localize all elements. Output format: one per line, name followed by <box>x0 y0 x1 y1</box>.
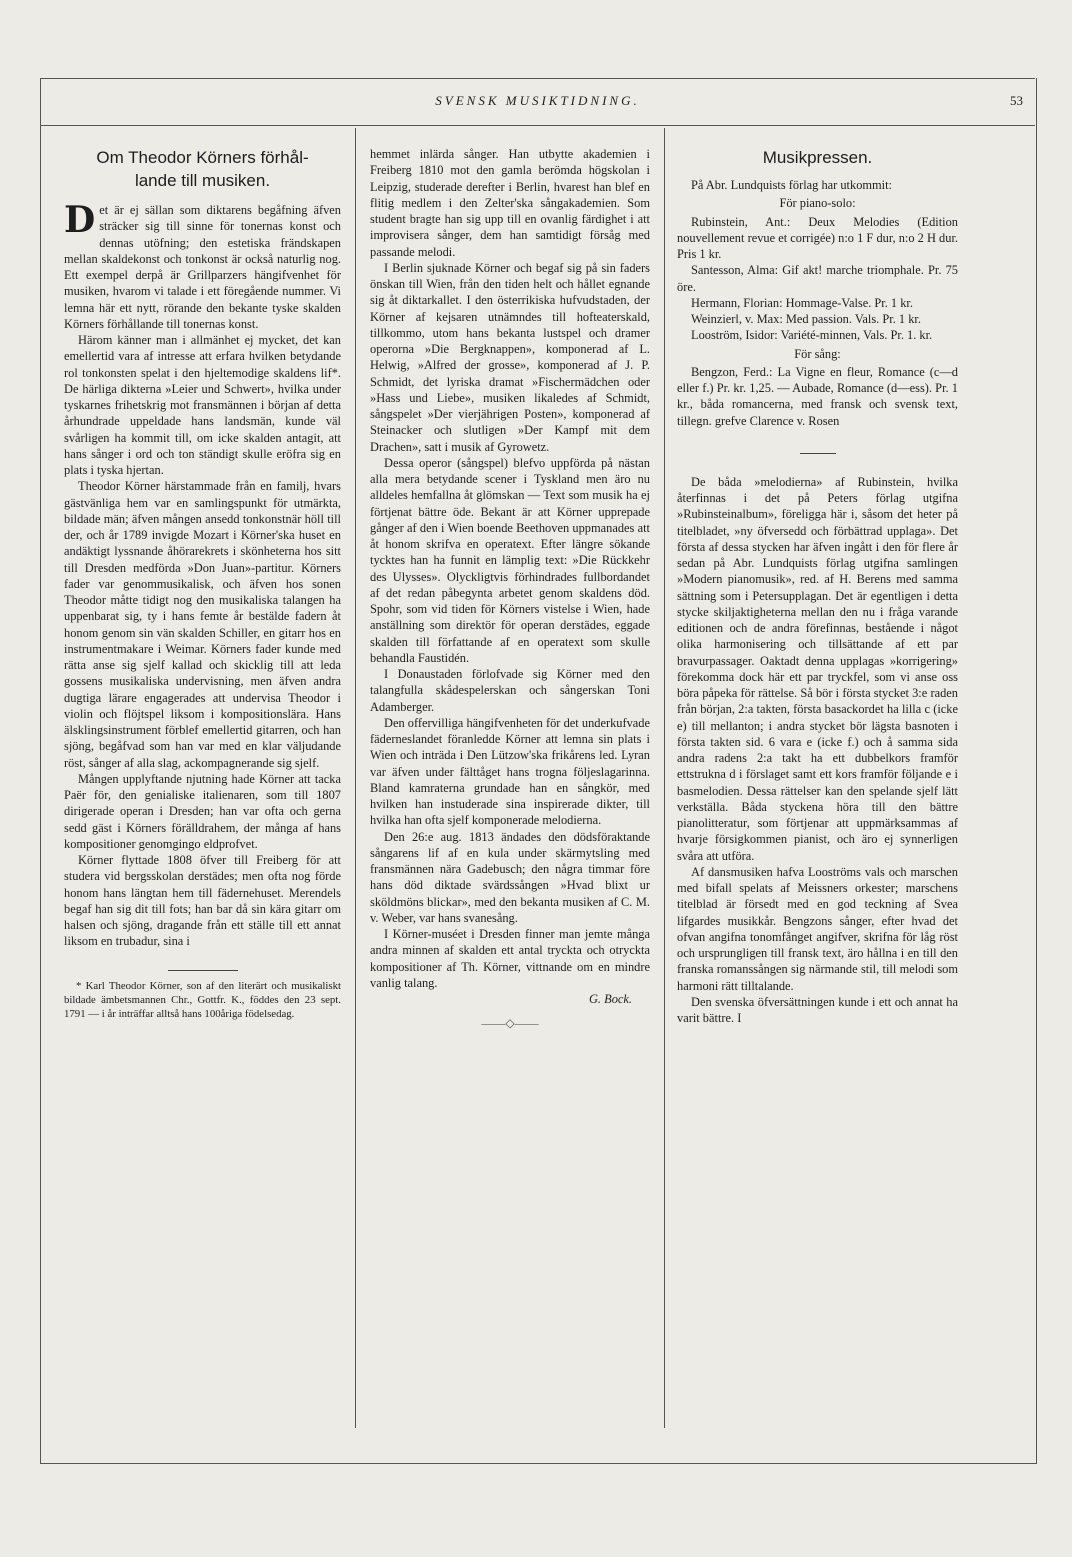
section-separator <box>800 453 836 454</box>
running-title: SVENSK MUSIKTIDNING. <box>435 93 640 108</box>
review-paragraph-2: Af dansmusiken hafva Looströms vals och marschen med bifall spelats af Meissners orkester; marschens titelblad är försedt med en god teckning af Svea lifgardes musikkår. Bengzons sånger, efter hvad det ofvan angifna tonomfånget angifver, skrifna för låg röst och ursprungligen till fransk text, äro hållna i en till den franska romanssången sig närmande stil, till melodi som harmoni rätt tilltalande. <box>677 864 958 993</box>
running-header <box>40 78 1035 126</box>
column-3 <box>677 146 958 1436</box>
song-heading: För sång: <box>794 346 841 361</box>
piano-heading: För piano-solo: <box>779 196 856 211</box>
column-rule-right <box>664 128 665 1428</box>
piano-item-1: Rubinstein, Ant.: Deux Melodies (Edition nouvellement revue et corrigée) n:o 1 F dur, n:o 2 H dur. Pris 1 kr. <box>677 214 958 261</box>
article-continued-4: I Donaustaden förlofvade sig Körner med den talangfulla skådespelerskan och sångerskan Toni Adamberger. <box>370 667 650 714</box>
dropcap-letter: D <box>64 199 96 241</box>
section-title-musikpressen: Musikpressen. <box>762 148 873 167</box>
song-item-1: Bengzon, Ferd.: La Vigne en fleur, Romance (c—d eller f.) Pr. kr. 1,25. — Aubade, Romance (d—ess). Pr. 1 kr., båda romancerna, med fransk och svensk text, tillegn. grefve Clarence v. Rosen <box>677 364 958 428</box>
article-signature: G. Bock. <box>588 992 632 1006</box>
column-2 <box>370 146 650 1436</box>
article-continued-5: Den offervilliga hängifvenheten för det underkufvade fäderneslandet föranledde Körner att lemna sin plats i Wien och inträda i Den Lützow'ska frikårens led. Lyran var äfven under fälttåget hans trogna följeslagarinna. Bland kamraterna grundade han en sångkör, med hvilken han instuderade sina inspirerade dikter, till hvilka han ofta sjelf komponerade melodierna. <box>370 715 650 828</box>
piano-item-2: Santesson, Alma: Gif akt! marche triomphale. Pr. 75 öre. <box>677 263 958 294</box>
article-paragraph-3: Theodor Körner härstammade från en familj, hvars gästvänliga hem var en samlingspunkt för utmärkta, bildade män; äfven mången ansedd tonkonstnär höll till der, och år 1789 invigde Mozart i Körner'ska huset en andäktigt lyssnande åhörarekrets i skönheterna hos sitt till Dresden medförda »Don Juan»-partitur. Körners fader var genommusikalisk, och äfven hos sonen Theodor måtte tidigt nog den musikaliska talangen ha uppenbarat sig, ty i hans femte år bestälde fadern åt honom genom sin vän skalden Schiller, en gitarr hos en instrumentmakare i Weimar. Körners fader kunde med rätta anse sig sjelf kallad och skicklig till att leda gossens musikaliska undervisning, men äfven andra dugtiga lärare engagerades att undervisa Theodor i violin och flöjtspel liksom i kompositionslära. Hans älsklingsinstrument förblef emellertid gitarren, och han sjöng, begåfvad som han var med en klar väljudande röst, sånger af alla slag, ackompagnerande sig sjelf. <box>64 479 341 770</box>
article-continued-7: I Körner-muséet i Dresden finner man jemte många andra minnen af skalden ett antal tryckta och otryckta kompositioner af Th. Körner, vittnande om en mindre vanlig talang. <box>370 927 650 990</box>
article-continued-6: Den 26:e aug. 1813 ändades den dödsföraktande sångarens lif af en kula under skärmytsling med fransmännen nära Gadebusch; den några timmar före hans död diktade svärdssången »Hvad blixt ur sköldmöns blickar», med den bekanta musiken af C. M. v. Weber, var hans svanesång. <box>370 829 650 925</box>
piano-item-5: Looström, Isidor: Variété-minnen, Vals. Pr. 1. kr. <box>691 328 933 343</box>
article-title-line-1: Om Theodor Körners förhål- <box>96 148 309 167</box>
article-title <box>64 146 341 192</box>
article-paragraph-4: Mången upplyftande njutning hade Körner att tacka Paër för, den genialiske italienaren, som till 1807 dirigerade operan i Dresden; han var ofta och gerna sedd gäst i Körners förälldrahem, der många af hans kompositioner genomgingo eldprofvet. <box>64 771 341 851</box>
end-ornament: ——◇—— <box>481 1016 539 1031</box>
footnote <box>64 979 341 1021</box>
review-paragraph-3: Den svenska öfversättningen kunde i ett och annat ha varit bättre. I <box>677 994 958 1025</box>
piano-item-3: Hermann, Florian: Hommage-Valse. Pr. 1 kr. <box>691 295 913 310</box>
musikpressen-intro: På Abr. Lundquists förlag har utkommit: <box>691 178 892 192</box>
article-continued-3: Dessa operor (sångspel) blefvo uppförda på nästan alla mera betydande scener i Tyskland men äro nu alldeles hemfallna åt glömskan — Text som musik ha ej förtjenat bättre öde. Bekant är att Körner upprepade gånger af den i Wien boende Beethoven uppmanades att åt honom skrifva en operatext. Efter längre sökande tycktes han ha funnit en lämplig text: »Die Rückkehr des Ulysses». Olyckligtvis förhindrades fullbordandet af det redan påbegynta arbetet genom skaldens död. Spohr, som vid tiden för Körners vistelse i Wien, hade anställning som direktör för operan derstädes, eggade skalden till författande af en operatext som skulle behandla Faustidén. <box>370 455 650 665</box>
article-paragraph-1: Det är ej sällan som diktarens begåfning äfven sträcker sig till sinne för tonernas konst och dennas utöfning; den estetiska frändskapen mellan skaldekonst och tonkonst är också naturlig nog. Ett exempel derpå är Grillparzers hängifvenhet för musiken, hvarom vi talade i ett föregående nummer. Vi lemna här ett nytt, rörande den bekante tyske skalden Körners förhållande till tonernas konst. <box>64 199 341 331</box>
column-rule-left <box>355 128 356 1428</box>
article-continued-1: hemmet inlärda sånger. Han utbytte akademien i Freiberg 1810 mot den gamla berömda högskolan i Leipzig, studerade derefter i Berlin, hvarest han blef en flitig medlem i den Zelter'ska sångakademien. Som student bragte han sig upp till en ovanlig färdighet i att improvisera sånger, dem han samtidigt försåg med passande melodi. <box>370 147 650 259</box>
article-paragraph-2: Härom känner man i allmänhet ej mycket, det kan emellertid vara af intresse att erfara hvilken betydande rol tonkonsten spelat i den hjeltemodige skaldens lif*. De härliga dikterna »Leier und Schwert», hvilka under tyskarnes frihetskrig mot fransmännen i början af detta århundrade uppeldade hans landsmän, kunde väl svårligen ha kommit till, om icke skalden antagit, att hans sånger i ord och ton ständigt skulle eröfra sig en plats i tyska hjertan. <box>64 333 341 477</box>
page-number: 53 <box>1010 93 1023 108</box>
article-continued-2: I Berlin sjuknade Körner och begaf sig på sin faders önskan till Wien, från den tiden helt och hållet egnande sig åt diktarkallet. I den österrikiska hufvudstaden, der Körner af kejsaren utnämndes till hofteaterskald, tillkommo, utom hans bekanta lustspel och dramer operorna »Die Bergknappen», komponerad af L. Helwig, »Alfred der grosse», komponerad af J. P. Schmidt, det lyriska dramat »Fischermädchen oder »Hass und Liebe», musiken likaledes af Schmidt, sångspelet »Der vierjährigen Posten», komponerad af Steinacker och slutligen »Der Kampf mit dem Drachen», satt i musik af Gyrowetz. <box>370 260 650 454</box>
piano-item-4: Weinzierl, v. Max: Med passion. Vals. Pr. 1 kr. <box>691 312 921 326</box>
article-paragraph-5: Körner flyttade 1808 öfver till Freiberg för att studera vid bergsskolan derstädes; men ofta nog förde honom hans längtan hem till fädernehuset. Merendels begaf han sig dit till fots; han bar då sin kära gitarr om halsen och sjöng, dragande från ett ställe till ett annat liksom en trubadur, sina i <box>64 853 341 949</box>
footnote-text: * Karl Theodor Körner, son af den literärt och musikaliskt bildade ämbetsmannen Chr., Gottfr. K., föddes den 23 sept. 1791 — i år inträffar alltså hans 100åriga födelsedag. <box>64 979 341 1020</box>
column-1 <box>64 146 341 1436</box>
article-title-line-2: lande till musiken. <box>134 171 271 190</box>
review-paragraph-1: De båda »melodierna» af Rubinstein, hvilka återfinnas i det på Peters förlag utgifna »Rubinsteinalbum», föreligga här i, såsom det heter på titelbladet, »ny öfversedd och förbättrad upplaga». Det första af dessa stycken har äfven ingått i den för flere år sedan på Abr. Lundquists förlag utgifna samlingen »Modern pianomusik», red. af H. Berens med samma sättning som i Petersupplagan. Det är egentligen i detta stycke skiljaktigheterna mellan den nu i fråga varande editionen och de andra förefinnas, bestående i något olika harmonisering och tillsättande af ett par bravurpassager. Oaktadt denna upplagas »korrigering» förekomma dock här ett par tryckfel, som vi anse oss böra påpeka för rättelse. Så bör i första stycket 3:e raden från början, 2:a takten, första basackordet ha lilla c (icke e) till mellanton; i andra stycket bör lägsta basnoten i första takten sid. 6 vara e (icke f.) och å samma sida andra radens 2:a takt ha ett dubbelkors framför ettstrukna d i förslaget samt ett kors framför följande e i basmelodien. Dessa rättelser kan den spelande sjelf lätt verkställa. Båda styckena höra till den bättre pianolitteratur, som förtjenar att uppmärksammas af hvarje försigkommen pianist, och äro ej synnerligen svåra att utföra. <box>677 474 958 863</box>
footnote-rule <box>168 970 238 971</box>
